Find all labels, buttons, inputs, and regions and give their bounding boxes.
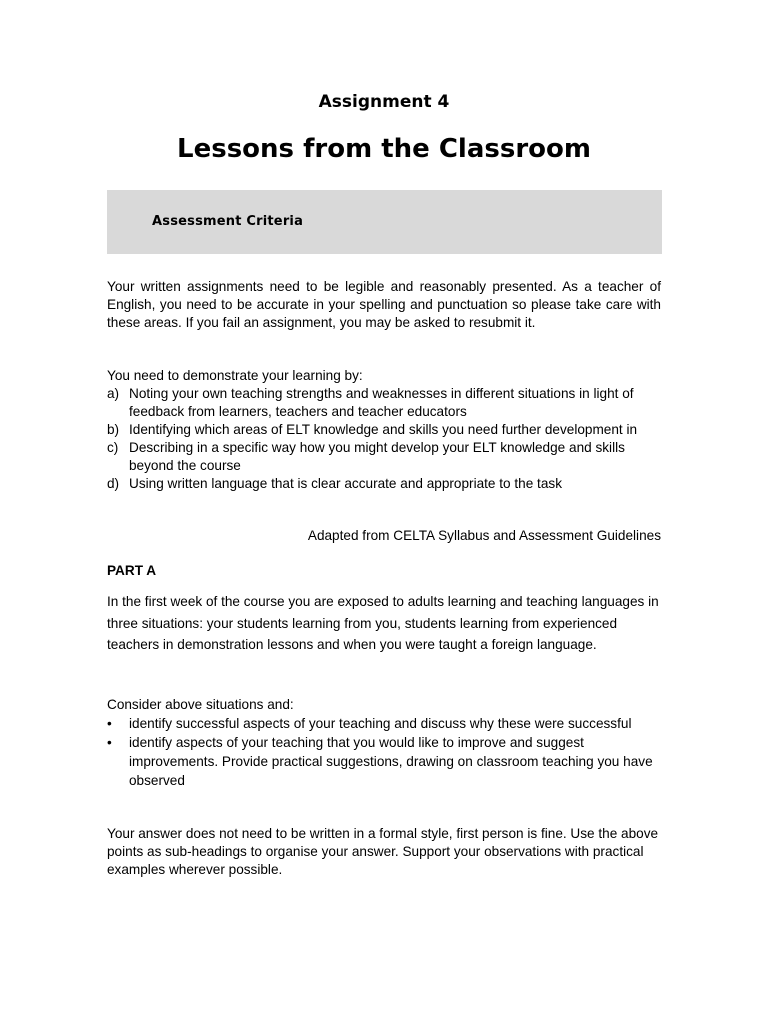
list-item [107, 714, 661, 733]
source-attribution: Adapted from CELTA Syllabus and Assessment Guidelines [307, 528, 661, 543]
closing-paragraph: Your answer does not need to be written in a formal style, first person is fine. Use the above points as sub-headings to organise your answer. Support your observations with practical examples wherever possible. [107, 826, 659, 877]
list-item-text: Describing in a specific way how you might develop your ELT knowledge and skills beyond the course [129, 440, 625, 473]
list-marker: a) [107, 386, 120, 401]
list-item [107, 733, 661, 790]
list-item [107, 439, 661, 475]
list-item-text: identify successful aspects of your teaching and discuss why these were successful [129, 716, 632, 731]
list-item-text: Noting your own teaching strengths and weaknesses in different situations in light of feedback from learners, teachers and teacher educators [129, 386, 634, 419]
demonstrate-lead: You need to demonstrate your learning by: [107, 368, 363, 383]
list-marker: d) [107, 476, 120, 491]
bullet-marker: • [107, 716, 112, 731]
assessment-criteria-label: Assessment Criteria [152, 214, 304, 229]
bullet-marker: • [107, 735, 112, 750]
criteria-list [107, 385, 661, 493]
part-a-heading: PART A [107, 563, 157, 578]
list-item-text: Identifying which areas of ELT knowledge and skills you need further development in [129, 422, 638, 437]
assessment-criteria-box [107, 190, 662, 254]
list-marker: c) [107, 440, 119, 455]
list-item [107, 421, 661, 439]
list-item [107, 385, 661, 421]
assignment-number: Assignment 4 [318, 92, 450, 112]
part-a-paragraph: In the first week of the course you are exposed to adults learning and teaching languages in three situations: your students learning from you, students learning from experienced teachers in demonstration lessons and when you were taught a foreign language. [107, 594, 659, 652]
page-title: Lessons from the Classroom [177, 134, 591, 164]
list-item-text: Using written language that is clear accurate and appropriate to the task [129, 476, 562, 491]
list-item [107, 475, 661, 493]
intro-paragraph: Your written assignments need to be legible and reasonably presented. As a teacher of English, you need to be accurate in your spelling and punctuation so please take care with these areas. If you fail an assignment, you may be asked to resubmit it. [107, 279, 661, 330]
list-marker: b) [107, 422, 120, 437]
list-item-text: identify aspects of your teaching that you would like to improve and suggest improvements. Provide practical suggestions, drawing on classroom teaching you have observed [129, 735, 653, 788]
bullet-list [107, 714, 661, 790]
consider-lead: Consider above situations and: [107, 697, 294, 712]
